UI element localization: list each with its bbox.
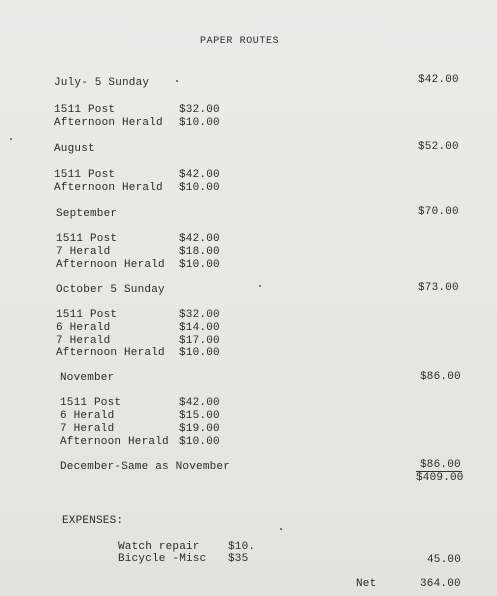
month-label: September — [56, 208, 118, 220]
route-name: 6 Herald — [60, 410, 115, 422]
route-amount: $42.00 — [179, 169, 220, 181]
route-amount: $10.00 — [179, 436, 220, 448]
paper-speck — [176, 80, 178, 82]
route-amount: $17.00 — [179, 335, 220, 347]
route-amount: $15.00 — [179, 410, 220, 422]
route-name: Afternoon Herald — [54, 117, 163, 129]
month-label: August — [54, 143, 95, 155]
month-label: December-Same as November — [60, 461, 231, 473]
month-label: July- 5 Sunday — [54, 77, 150, 89]
route-amount: $42.00 — [179, 233, 220, 245]
month-total: $86.00 — [420, 459, 461, 471]
route-amount: $10.00 — [179, 117, 220, 129]
route-name: 1511 Post — [60, 397, 122, 409]
month-total: $70.00 — [418, 206, 459, 218]
net-amount: 364.00 — [420, 578, 461, 590]
paper-speck — [10, 138, 12, 140]
paper-speck — [280, 528, 282, 530]
route-amount: $32.00 — [179, 104, 220, 116]
document-title: PAPER ROUTES — [200, 36, 280, 47]
month-total: $86.00 — [420, 371, 461, 383]
route-amount: $14.00 — [179, 322, 220, 334]
route-name: 7 Herald — [56, 246, 111, 258]
expenses-total: 45.00 — [427, 554, 462, 566]
route-name: 7 Herald — [60, 423, 115, 435]
month-total: $73.00 — [418, 282, 459, 294]
route-name: 1511 Post — [56, 309, 118, 321]
route-name: 1511 Post — [54, 104, 116, 116]
net-label: Net — [356, 578, 377, 590]
route-amount: $19.00 — [179, 423, 220, 435]
expense-amount: $10. — [228, 541, 256, 553]
month-total: $42.00 — [418, 74, 459, 86]
month-label: November — [60, 372, 115, 384]
expense-name: Bicycle -Misc — [118, 553, 207, 565]
route-amount: $18.00 — [179, 246, 220, 258]
route-name: 1511 Post — [54, 169, 116, 181]
route-name: Afternoon Herald — [54, 182, 163, 194]
route-name: 6 Herald — [56, 322, 111, 334]
route-amount: $42.00 — [179, 397, 220, 409]
expense-amount: $35 — [228, 553, 249, 565]
route-amount: $10.00 — [179, 259, 220, 271]
route-name: 7 Herald — [56, 335, 111, 347]
route-name: 1511 Post — [56, 233, 118, 245]
route-amount: $10.00 — [179, 182, 220, 194]
grand-total: $409.00 — [416, 472, 464, 484]
route-name: Afternoon Herald — [60, 436, 169, 448]
month-total: $52.00 — [418, 141, 459, 153]
route-name: Afternoon Herald — [56, 259, 165, 271]
expense-name: Watch repair — [118, 541, 200, 553]
route-amount: $10.00 — [179, 347, 220, 359]
route-name: Afternoon Herald — [56, 347, 165, 359]
route-amount: $32.00 — [179, 309, 220, 321]
paper-speck — [259, 285, 261, 287]
month-label: October 5 Sunday — [56, 284, 165, 296]
expenses-label: EXPENSES: — [62, 515, 124, 527]
